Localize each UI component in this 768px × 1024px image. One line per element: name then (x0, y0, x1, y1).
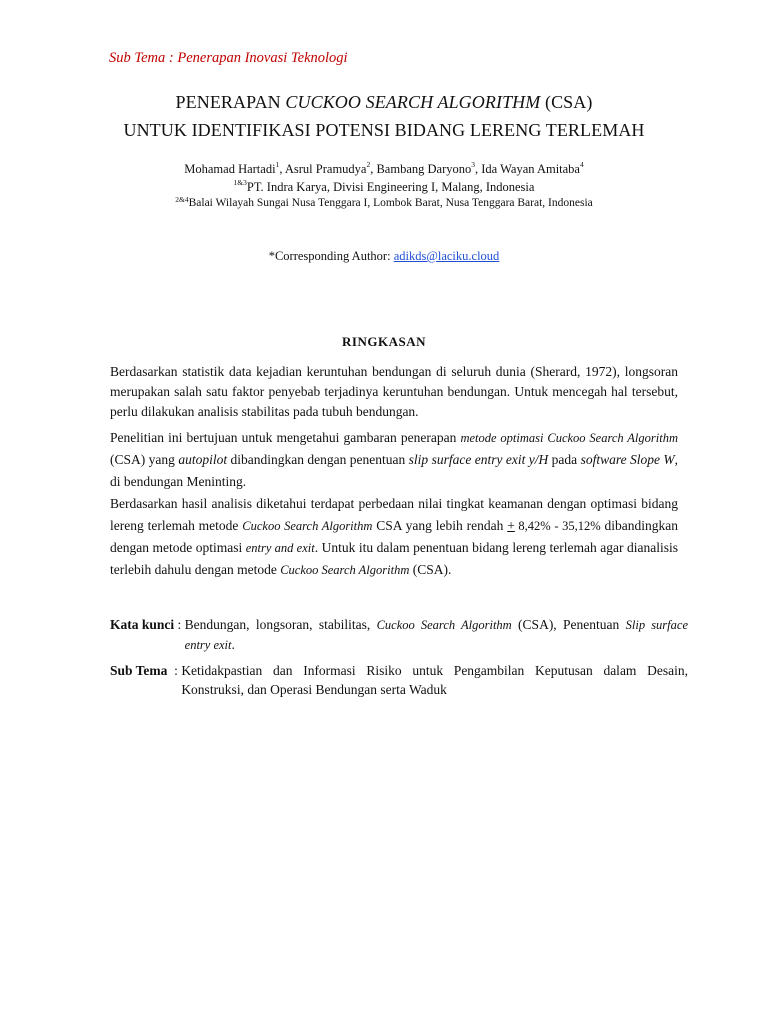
italic-run: entry and exit (245, 541, 315, 555)
author-sup: 2 (366, 160, 371, 169)
corresponding-label: *Corresponding Author: (268, 249, 394, 263)
abstract-paragraph-1: Berdasarkan statistik data kejadian keruntuhan bendungan di seluruh dunia (Sherard, 1972), longsoran merupakan salah satu faktor penyebab terjadinya keruntuhan bendungan. Untuk mencegah hal tersebut, perlu dilakukan analisis stabilitas pada tubuh bendungan. (110, 364, 678, 419)
title-part: (CSA) (540, 92, 593, 112)
abstract-paragraph-2 (110, 427, 678, 493)
italic-run: metode optimasi Cuckoo Search Algorithm (460, 431, 678, 445)
author-sup: 4 (579, 160, 584, 169)
subtheme-row (110, 661, 688, 699)
subtheme-separator: : (167, 663, 182, 678)
text-run: pada (548, 452, 581, 467)
italic-run: slip surface entry exit y/H (408, 452, 549, 467)
subtheme-text: Ketidakpastian dan Informasi Risiko untuk Pengambilan Keputusan dalam Desain, Konstruksi, dan Operasi Bendungan serta Waduk (181, 663, 688, 697)
corresponding-author (0, 249, 768, 264)
percent-range: 8,42% - 35,12% (514, 519, 601, 533)
author: , Asrul Pramudya (279, 162, 367, 176)
affiliation-2 (0, 197, 768, 209)
author-list (0, 162, 768, 177)
text-run: . Untuk itu dalam penentuan bidang lereng terlemah agar dianalisis terlebih dahulu dengan metode (110, 540, 678, 577)
text-run: CSA yang lebih rendah (372, 518, 508, 533)
abstract-paragraph-3 (110, 493, 678, 581)
text-run: (CSA) yang (110, 452, 179, 467)
affiliation-text: Balai Wilayah Sungai Nusa Tenggara I, Lombok Barat, Nusa Tenggara Barat, Indonesia (188, 197, 593, 209)
keywords-separator: : (174, 617, 185, 632)
sub-tema-header: Sub Tema : Penerapan Inovasi Teknologi (109, 50, 348, 66)
author: Mohamad Hartadi (184, 162, 276, 176)
text-run: (CSA), Penentuan (511, 617, 626, 632)
keywords-row (110, 615, 688, 655)
subtheme-label: Sub Tema (110, 663, 168, 678)
corresponding-email-link[interactable]: adikds@laciku.cloud (393, 249, 500, 263)
paper-title-line-1 (0, 92, 768, 113)
affiliation-text: PT. Indra Karya, Divisi Engineering I, Malang, Indonesia (246, 180, 535, 194)
affiliation-sup: 1&3 (233, 178, 247, 187)
keywords-text (185, 615, 688, 655)
plus-minus-sign: + (507, 518, 515, 533)
italic-run: software Slope W (580, 452, 675, 467)
italic-run: Cuckoo Search Algorithm (376, 618, 512, 632)
author: , Bambang Daryono (370, 162, 472, 176)
text-run: Bendungan, longsoran, stabilitas, (184, 617, 377, 632)
text-run: (CSA). (409, 562, 452, 577)
affiliation-sup: 2&4 (175, 195, 189, 204)
author-sup: 3 (471, 160, 475, 169)
text-run: , di bendungan Meninting. (110, 452, 678, 489)
text-run: . (231, 637, 235, 652)
text-run: Berdasarkan hasil analisis diketahui terdapat perbedaan nilai tingkat keamanan dengan optimasi bidang lereng terlemah metode (110, 496, 678, 533)
italic-run: Slip surface entry exit (184, 618, 688, 652)
author-sup: 1 (275, 160, 280, 169)
text-run: Penelitian ini bertujuan untuk mengetahui gambaran penerapan (110, 430, 461, 445)
affiliation-1 (0, 180, 768, 195)
title-part: PENERAPAN (175, 92, 286, 112)
abstract-heading: RINGKASAN (342, 334, 426, 349)
text-run: dibandingkan dengan metode optimasi (110, 518, 678, 555)
italic-run: autopilot (178, 452, 228, 467)
paper-title-line-2: UNTUK IDENTIFIKASI POTENSI BIDANG LERENG TERLEMAH (123, 120, 645, 140)
italic-run: Cuckoo Search Algorithm (242, 519, 373, 533)
author: , Ida Wayan Amitaba (475, 162, 580, 176)
keywords-label: Kata kunci (110, 617, 175, 632)
italic-run: Cuckoo Search Algorithm (280, 563, 410, 577)
text-run: dibandingkan dengan penentuan (227, 452, 409, 467)
title-italic-part: CUCKOO SEARCH ALGORITHM (285, 92, 541, 112)
